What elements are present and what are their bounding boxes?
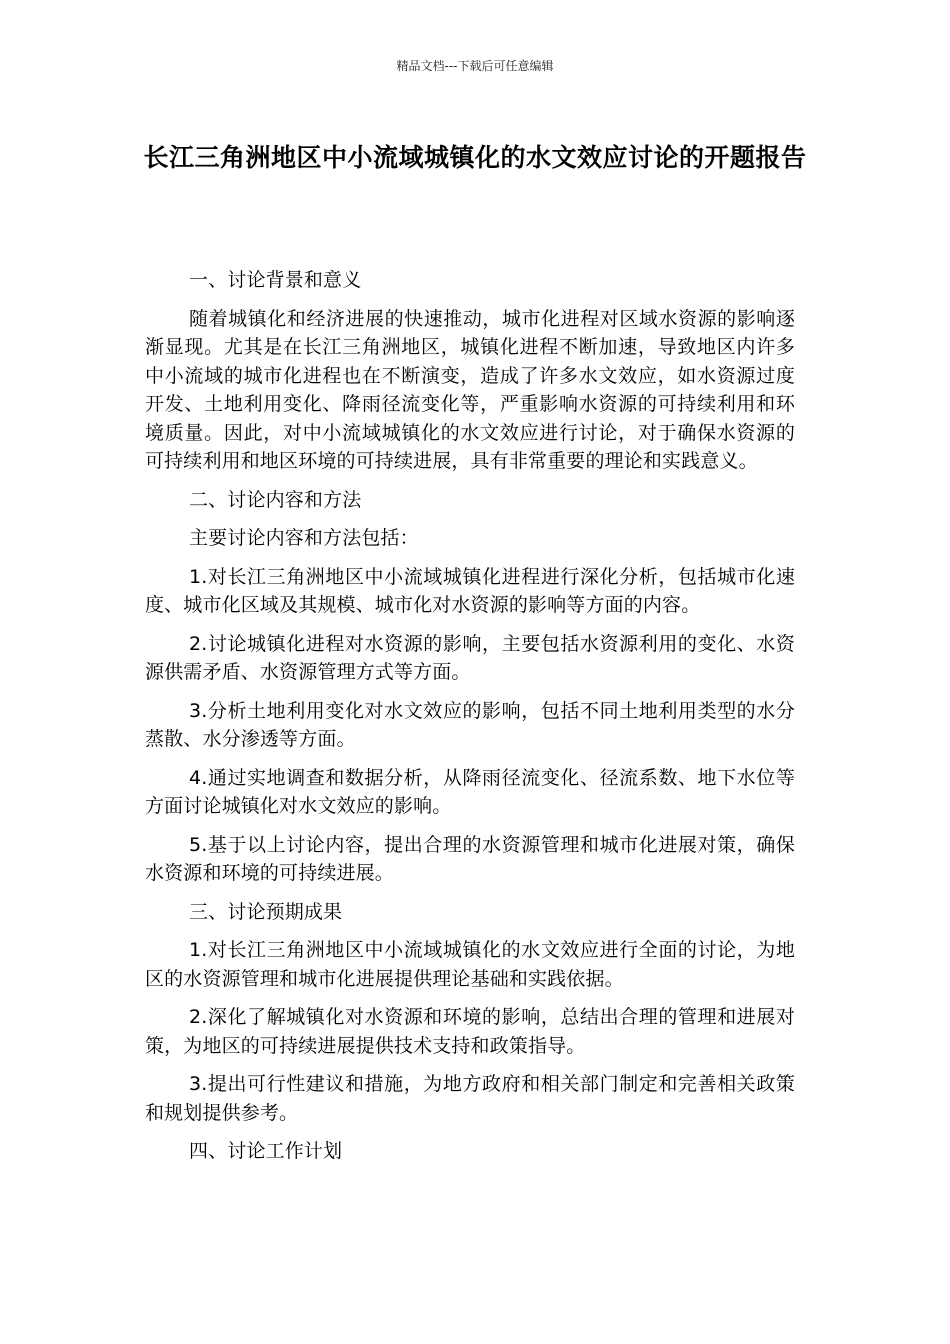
paragraph-background: 随着城镇化和经济进展的快速推动，城市化进程对区域水资源的影响逐渐显现。尤其是在长江三角洲地区，城镇化进程不断加速，导致地区内许多中小流域的城市化进程也在不断演变，造成了许多水文效应，如水资源过度开发、土地利用变化、降雨径流变化等，严重影响水资源的可持续利用和环境质量。因此，对中小流域城镇化的水文效应进行讨论，对于确保水资源的可持续利用和地区环境的可持续进展，具有非常重要的理论和实践意义。 (145, 307, 795, 472)
paragraph-methods-intro: 主要讨论内容和方法包括： (189, 527, 419, 549)
list-item-result-1: 1.对长江三角洲地区中小流域城镇化的水文效应进行全面的讨论，为地区的水资源管理和城市化进展提供理论基础和实践依据。 (145, 939, 795, 990)
list-item-result-3: 3.提出可行性建议和措施，为地方政府和相关部门制定和完善相关政策和规划提供参考。 (145, 1073, 795, 1124)
document-title: 长江三角洲地区中小流域城镇化的水文效应讨论的开题报告 (143, 143, 807, 172)
header-note: 精品文档---下载后可任意编辑 (396, 59, 554, 73)
list-item-method-1: 1.对长江三角洲地区中小流域城镇化进程进行深化分析，包括城市化速度、城市化区域及其规模、城市化对水资源的影响等方面的内容。 (145, 565, 795, 616)
list-item-method-4: 4.通过实地调查和数据分析，从降雨径流变化、径流系数、地下水位等方面讨论城镇化对水文效应的影响。 (145, 766, 795, 817)
list-item-method-3: 3.分析土地利用变化对水文效应的影响，包括不同土地利用类型的水分蒸散、水分渗透等方面。 (145, 699, 795, 750)
section-heading-content-methods: 二、讨论内容和方法 (189, 488, 362, 511)
list-item-method-2: 2.讨论城镇化进程对水资源的影响，主要包括水资源利用的变化、水资源供需矛盾、水资源管理方式等方面。 (145, 632, 795, 683)
list-item-method-5: 5.基于以上讨论内容，提出合理的水资源管理和城市化进展对策，确保水资源和环境的可持续进展。 (145, 833, 795, 884)
section-heading-work-plan: 四、讨论工作计划 (189, 1140, 343, 1162)
document-body (145, 266, 795, 1176)
section-heading-expected-results: 三、讨论预期成果 (189, 900, 343, 923)
section-heading-background: 一、讨论背景和意义 (189, 269, 362, 291)
list-item-result-2: 2.深化了解城镇化对水资源和环境的影响，总结出合理的管理和进展对策，为地区的可持续进展提供技术支持和政策指导。 (145, 1006, 795, 1057)
